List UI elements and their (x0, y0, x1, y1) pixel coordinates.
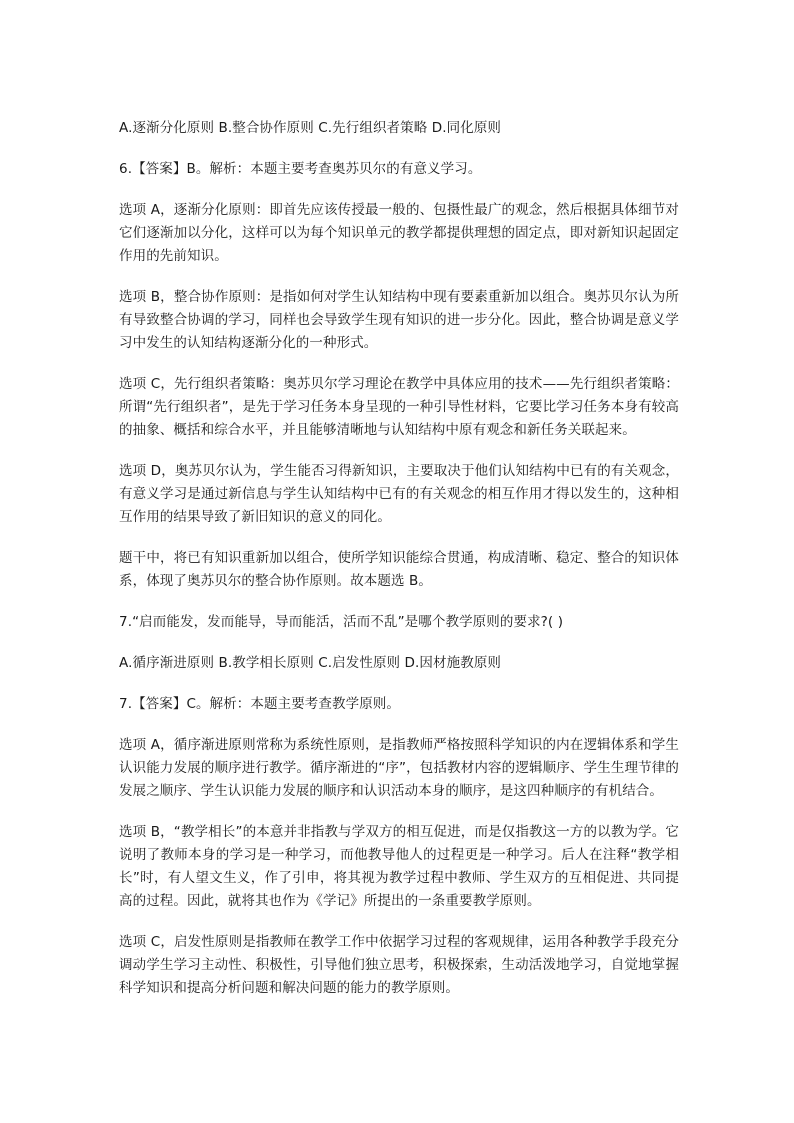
q7-option-a-explanation: 选项 A，循序渐进原则常称为系统性原则，是指教师严格按照科学知识的内在逻辑体系和学生认识能力发展的顺序进行教学。循序渐进的“序”，包括教材内容的逻辑顺序、学生生理节律的发展之顺序、学生认识能力发展的顺序和认识活动本身的顺序，是这四种顺序的有机结合。 (119, 737, 679, 799)
q6-option-b-explanation: 选项 B，整合协作原则：是指如何对学生认知结构中现有要素重新加以组合。奥苏贝尔认为所有导致整合协调的学习，同样也会导致学生现有知识的进一步分化。因此，整合协调是意义学习中发生的认知结构逐渐分化的一种形式。 (119, 289, 679, 351)
q7-option-b-explanation: 选项 B，“教学相长”的本意并非指教与学双方的相互促进，而是仅指教这一方的以教为学。它说明了教师本身的学习是一种学习，而他教导他人的过程更是一种学习。后人在注释“教学相长”时，有人望文生义，作了引申，将其视为教学过程中教师、学生双方的互相促进、共同提高的过程。因此，就将其也作为《学记》所提出的一条重要教学原则。 (119, 824, 679, 909)
q7-option-c-explanation: 选项 C，启发性原则是指教师在教学工作中依据学习过程的客观规律，运用各种教学手段充分调动学生学习主动性、积极性，引导他们独立思考，积极探索，生动活泼地学习，自觉地掌握科学知识和提高分析问题和解决问题的能力的教学原则。 (119, 934, 679, 996)
q6-options: A.逐渐分化原则 B.整合协作原则 C.先行组织者策略 D.同化原则 (119, 120, 502, 136)
q6-option-a-explanation: 选项 A，逐渐分化原则：即首先应该传授最一般的、包摄性最广的观念，然后根据具体细节对它们逐渐加以分化，这样可以为每个知识单元的教学都提供理想的固定点，即对新知识起固定作用的先前知识。 (119, 202, 679, 264)
q6-conclusion: 题干中，将已有知识重新加以组合，使所学知识能综合贯通，构成清晰、稳定、整合的知识体系，体现了奥苏贝尔的整合协作原则。故本题选 B。 (119, 550, 679, 589)
q7-answer: 7.【答案】C。解析：本题主要考查教学原则。 (119, 696, 401, 712)
q6-answer: 6.【答案】B。解析：本题主要考查奥苏贝尔的有意义学习。 (119, 161, 482, 177)
q7-options: A.循序渐进原则 B.教学相长原则 C.启发性原则 D.因材施教原则 (119, 655, 502, 671)
q7-question: 7.“启而能发，发而能导，导而能活，活而不乱”是哪个教学原则的要求?( ) (119, 614, 564, 630)
document-body (119, 117, 679, 1018)
q6-option-d-explanation: 选项 D，奥苏贝尔认为，学生能否习得新知识，主要取决于他们认知结构中已有的有关观念，有意义学习是通过新信息与学生认知结构中已有的有关观念的相互作用才得以发生的，这种相互作用的结果导致了新旧知识的意义的同化。 (119, 463, 679, 525)
q6-option-c-explanation: 选项 C，先行组织者策略：奥苏贝尔学习理论在教学中具体应用的技术——先行组织者策略：所谓“先行组织者”，是先于学习任务本身呈现的一种引导性材料，它要比学习任务本身有较高的抽象、概括和综合水平，并且能够清晰地与认知结构中原有观念和新任务关联起来。 (119, 376, 679, 438)
